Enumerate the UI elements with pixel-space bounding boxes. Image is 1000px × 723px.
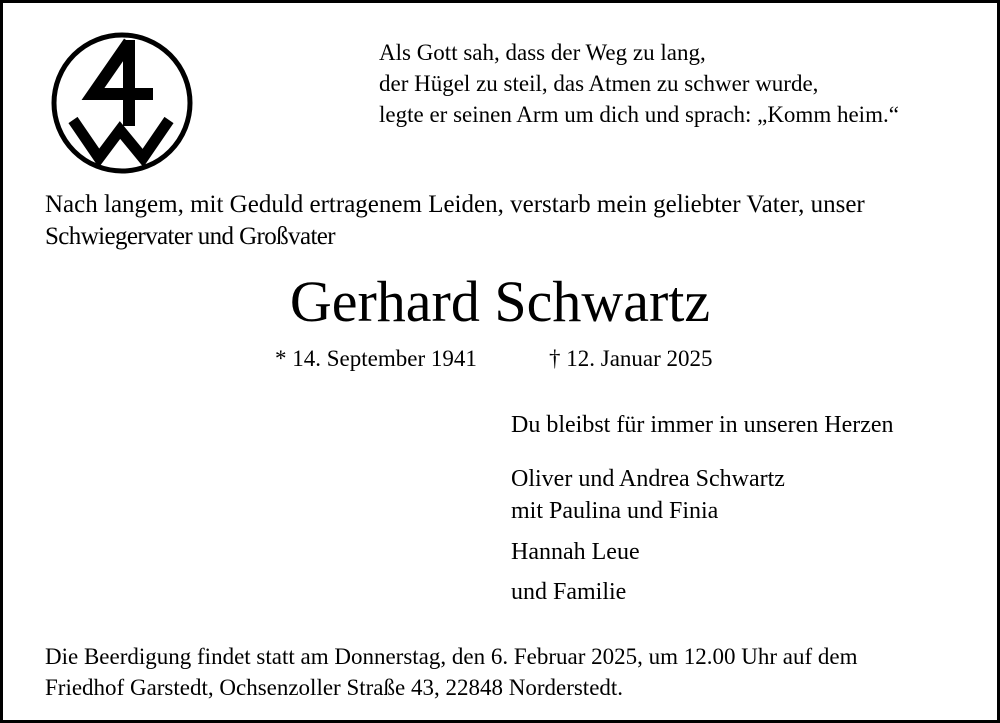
intro-line-2: Schwiegervater und Großvater [45,223,336,250]
funeral-line-2: Friedhof Garstedt, Ochsenzoller Straße 43, 22848 Norderstedt. [45,675,624,700]
mourners-line-1: Oliver und Andrea Schwartz [511,466,785,492]
death-date: † 12. Januar 2025 [549,346,713,371]
poem-line-2: der Hügel zu steil, das Atmen zu schwer wurde, [379,71,819,96]
intro-line-1: Nach langem, mit Geduld ertragenem Leiden, verstarb mein geliebter Vater, unser [45,191,865,218]
funeral-line-1: Die Beerdigung findet statt am Donnerstag, den 6. Februar 2025, um 12.00 Uhr auf dem [45,644,858,669]
emblem-logo-icon [49,30,195,176]
mourners-group-2: Hannah Leue [511,539,640,565]
intro-text [45,189,865,253]
deceased-name: Gerhard Schwartz [289,269,711,334]
birth-date: * 14. September 1941 [275,346,477,371]
poem-line-1: Als Gott sah, dass der Weg zu lang, [379,40,706,65]
poem-line-3: legte er seinen Arm um dich und sprach: „Komm heim.“ [379,102,899,127]
poem-verse [379,37,899,130]
mourners-group-1 [511,463,785,527]
mourners-group-3: und Familie [511,579,627,605]
motto: Du bleibst für immer in unseren Herzen [511,412,894,438]
mourners-line-2: mit Paulina und Finia [511,498,719,524]
funeral-info [45,641,857,703]
